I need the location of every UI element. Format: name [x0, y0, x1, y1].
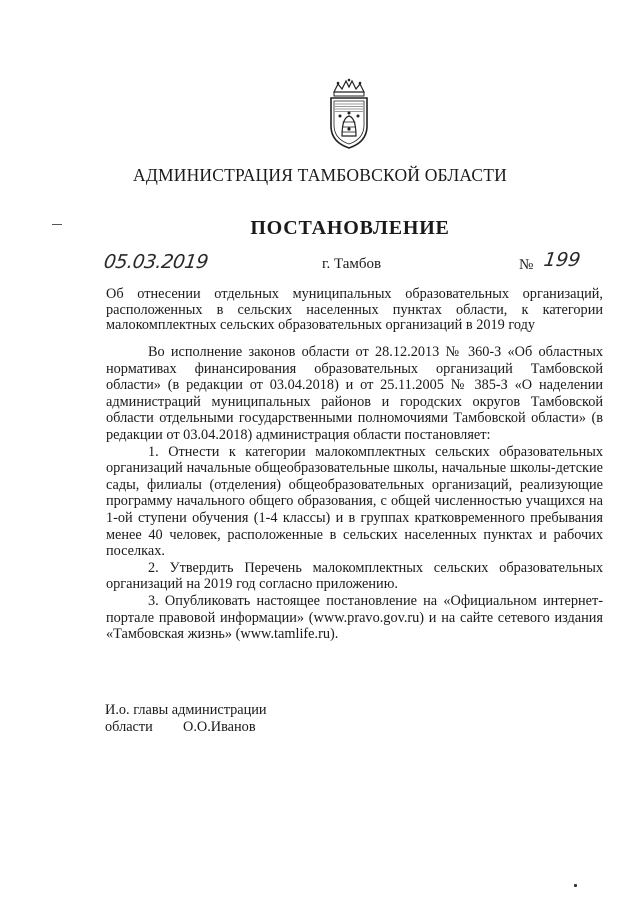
document-number: 199 [542, 249, 582, 271]
preamble-paragraph: Во исполнение законов области от 28.12.2013 № 360-З «Об областных нормативах финансирования образовательных организаций Тамбовской области» (в редакции от 03.04.2018) и от 25.11.2005 № 385-З «О наделении администраций муниципальных районов и городских округов Тамбовской области отдельными государственными полномочиями Тамбовской области» (в редакции от 03.04.2018) администрация области постановляет: [106, 344, 603, 443]
resolution-item-2: 2. Утвердить Перечень малокомплектных сельских образовательных организаций на 2019 год согласно приложению. [106, 559, 603, 593]
signatory-region: области [105, 719, 153, 735]
document-body [106, 344, 603, 643]
scan-speck [574, 884, 577, 887]
document-type-title: ПОСТАНОВЛЕНИЕ [250, 217, 450, 239]
tambov-coat-of-arms-icon [326, 78, 372, 150]
resolution-item-3: 3. Опубликовать настоящее постановление на «Официальном интернет-портале правовой информации» (www.pravo.gov.ru) и на сайте сетевого издания «Тамбовская жизнь» (www.tamlife.ru). [106, 592, 603, 643]
document-city: г. Тамбов [322, 256, 382, 272]
signatory-position: И.о. главы администрации [105, 702, 267, 718]
resolution-item-1: 1. Отнести к категории малокомплектных сельских образовательных организаций начальные общеобразовательные школы, начальные школы-детские сады, филиалы (отделения) общеобразовательных организаций, реализующие программу начального общего образования, с общей численностью учащихся на 1-ой ступени обучения (1-4 классы) и в группах кратковременного пребывания менее 40 человек, расположенные в сельских населенных пунктах и рабочих поселках. [106, 443, 603, 560]
document-date: 05.03.2019 [102, 251, 210, 273]
organization-name: АДМИНИСТРАЦИЯ ТАМБОВСКОЙ ОБЛАСТИ [133, 165, 507, 185]
document-number-label: № [519, 257, 534, 273]
margin-mark [52, 224, 62, 225]
document-subject: Об отнесении отдельных муниципальных образовательных организаций, расположенных в сельских населенных пунктах области, к категории малокомплектных сельских образовательных организаций в 2019 году [106, 286, 603, 333]
signatory-name: О.О.Иванов [183, 719, 256, 735]
